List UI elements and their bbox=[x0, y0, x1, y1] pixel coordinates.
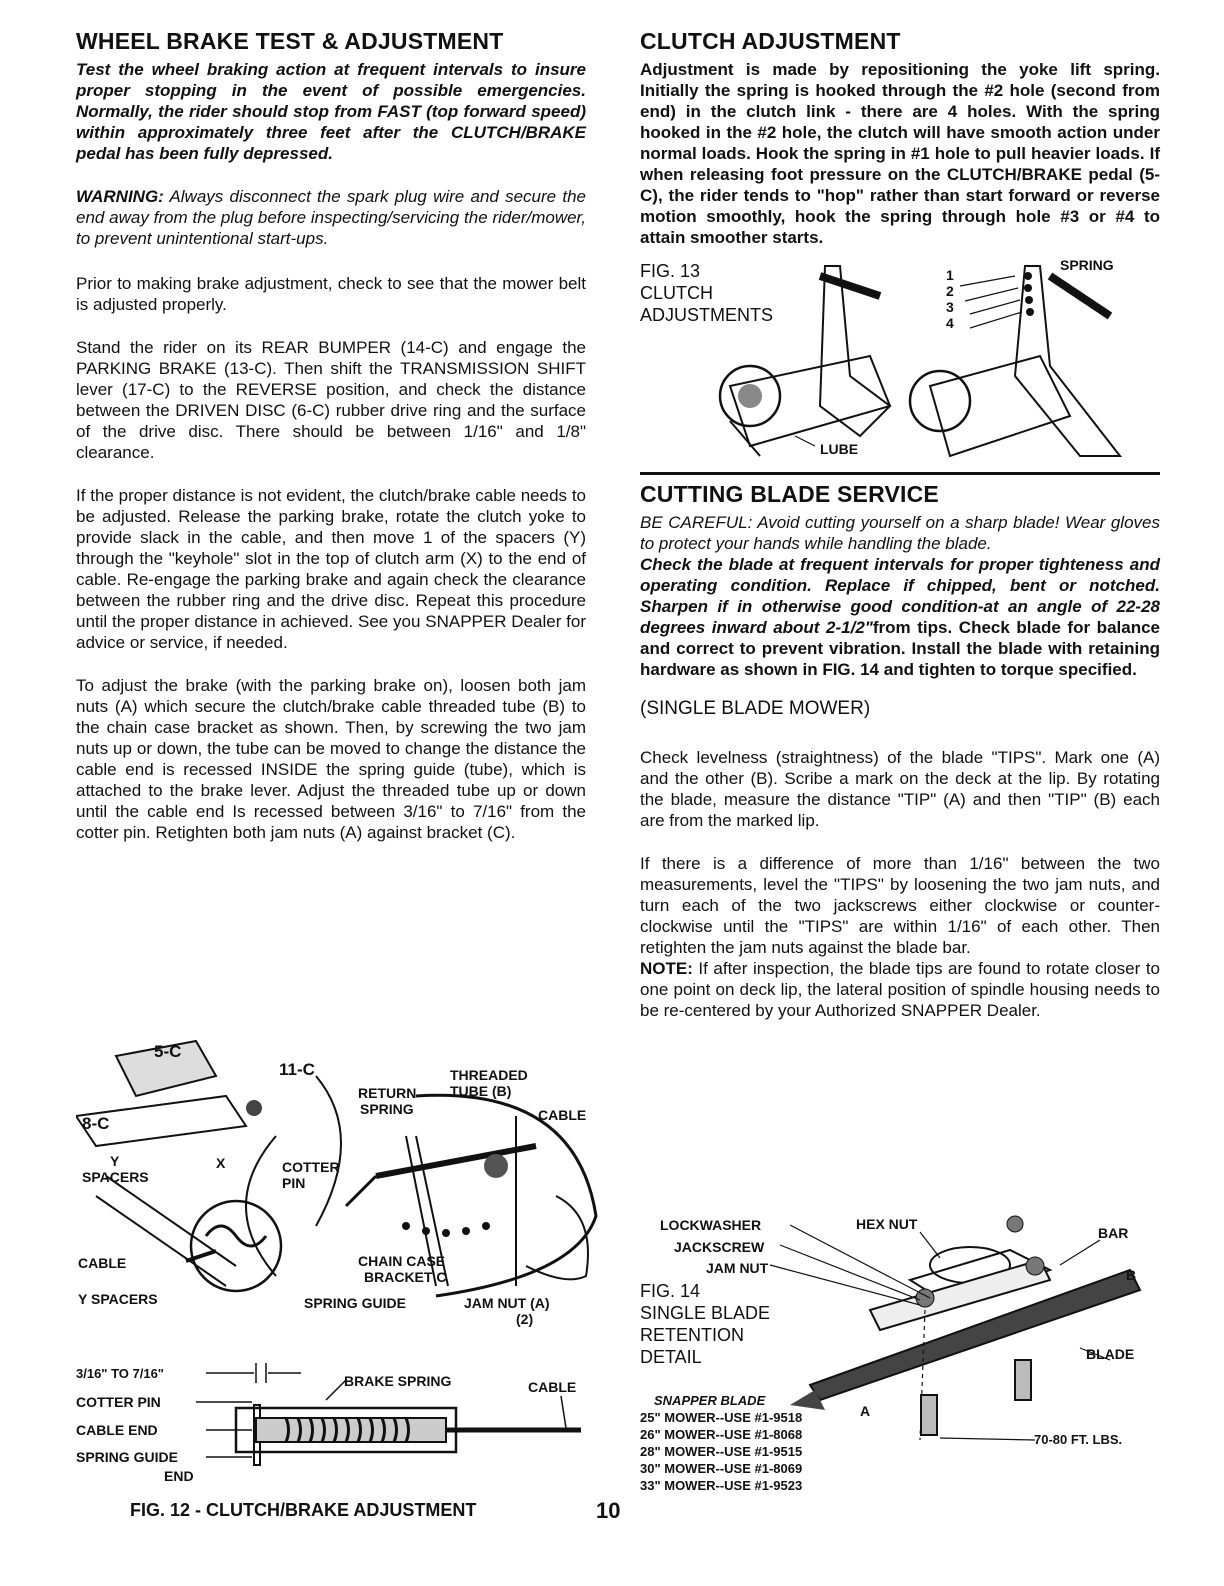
detail-cable-end: CABLE END bbox=[76, 1422, 158, 1438]
fig13-line1: FIG. 13 bbox=[640, 261, 701, 281]
blade-levelness: Check levelness (straightness) of the blade "TIPS". Mark one (A) and the other (B). Scribe a mark on the deck at the lip. By rotating the blade, measure the distance "TIP" (A) and then "TIP" (B) each are from the marked lip. bbox=[640, 748, 1160, 830]
fig14-torque: 70-80 FT. LBS. bbox=[1034, 1432, 1123, 1447]
label-jam-nut: JAM NUT (A) bbox=[464, 1295, 550, 1311]
fig13-caption bbox=[640, 260, 773, 326]
brake-paragraph-1: Prior to making brake adjustment, check to see that the mower belt is adjusted properly. bbox=[76, 274, 586, 314]
label-return: RETURN bbox=[358, 1085, 417, 1101]
label-5c: 5-C bbox=[154, 1042, 182, 1061]
label-cable-top: CABLE bbox=[538, 1107, 587, 1123]
label-cotter: COTTER bbox=[282, 1159, 340, 1175]
fig13-n1: 1 bbox=[946, 267, 954, 283]
warning-paragraph bbox=[76, 186, 586, 249]
right-column bbox=[640, 28, 1160, 1021]
label-spring: SPRING bbox=[360, 1101, 414, 1117]
blade-table-title: SNAPPER BLADE bbox=[654, 1393, 766, 1408]
label-chain-case: CHAIN CASE bbox=[358, 1253, 446, 1269]
fig14-cap2: SINGLE BLADE bbox=[640, 1303, 771, 1323]
label-11c: 11-C bbox=[279, 1060, 315, 1079]
label-x: X bbox=[216, 1155, 226, 1171]
fig13-line2: CLUTCH bbox=[640, 283, 714, 303]
section-divider bbox=[640, 472, 1160, 475]
fig14-cap4: DETAIL bbox=[640, 1347, 702, 1367]
label-y-spacers: Y SPACERS bbox=[78, 1291, 158, 1307]
blade-check-italic: Check the blade at frequent intervals for proper tighteness and operating condition. Replace if chipped, bent or notched. Sharpen if in otherwise good condition-at an angle of 22-28 degrees inward about 2-1/2" bbox=[640, 555, 1160, 637]
detail-range: 3/16" TO 7/16" bbox=[76, 1366, 164, 1381]
blade-table-row: 28" MOWER--USE #1-9515 bbox=[640, 1444, 803, 1459]
blade-note bbox=[640, 958, 1160, 1021]
clutch-paragraph: Adjustment is made by repositioning the yoke lift spring. Initially the spring is hooked through the #2 hole (second from end) in the clutch link - there are 4 holes. With the spring hooked in the #2 hole, the clutch will have smooth action under normal loads. Hook the spring in #1 hole to pull heavier loads. If when releasing foot pressure on the CLUTCH/BRAKE pedal (5-C), the rider tends to "hop" rather than start forward or reverse motion smoothly, hook the spring through hole #3 or #4 to attain smoother starts. bbox=[640, 60, 1160, 247]
clutch-title: CLUTCH ADJUSTMENT bbox=[640, 28, 901, 54]
detail-cotter-pin: COTTER PIN bbox=[76, 1394, 161, 1410]
warning-text: Always disconnect the spark plug wire and secure the end away from the plug before inspecting/servicing the rider/mower, to prevent unintentional start-ups. bbox=[76, 187, 586, 248]
fig14-caption bbox=[640, 1280, 770, 1368]
fig14-cap1: FIG. 14 bbox=[640, 1281, 701, 1301]
detail-cable: CABLE bbox=[528, 1379, 577, 1395]
detail-end: END bbox=[164, 1468, 194, 1484]
single-blade-heading: (SINGLE BLADE MOWER) bbox=[640, 698, 871, 719]
blade-table-row: 30" MOWER--USE #1-8069 bbox=[640, 1461, 803, 1476]
note-text: If after inspection, the blade tips are found to rotate closer to one point on deck lip, the lateral position of spindle housing needs to be re-centered by your Authorized SNAPPER Dealer. bbox=[640, 959, 1160, 1020]
wheel-brake-title: WHEEL BRAKE TEST & ADJUSTMENT bbox=[76, 28, 504, 54]
blade-title: CUTTING BLADE SERVICE bbox=[640, 481, 939, 507]
blade-check bbox=[640, 554, 1160, 680]
wheel-brake-intro: Test the wheel braking action at frequent intervals to insure proper stopping in the event of possible emergencies. Normally, the rider should stop from FAST (top forward speed) within approximately three feet after the CLUTCH/BRAKE pedal has been fully depressed. bbox=[76, 60, 586, 163]
fig14-b: B bbox=[1126, 1267, 1137, 1283]
label-threaded: THREADED bbox=[450, 1067, 528, 1083]
label-pin: PIN bbox=[282, 1175, 306, 1191]
fig14-cap3: RETENTION bbox=[640, 1325, 745, 1345]
fig14-jam-nut: JAM NUT bbox=[706, 1260, 769, 1276]
label-cable-left: CABLE bbox=[78, 1255, 127, 1271]
fig14-bar: BAR bbox=[1098, 1225, 1129, 1241]
fig12-detail bbox=[76, 1360, 606, 1490]
fig13-n4: 4 bbox=[946, 315, 954, 331]
label-y: Y bbox=[110, 1153, 120, 1169]
label-spring-guide: SPRING GUIDE bbox=[304, 1295, 406, 1311]
left-column bbox=[76, 28, 586, 843]
note-label: NOTE: bbox=[640, 959, 693, 978]
blade-table-row: 26" MOWER--USE #1-8068 bbox=[640, 1427, 803, 1442]
fig14-blade: BLADE bbox=[1086, 1346, 1135, 1362]
brake-paragraph-3: If the proper distance is not evident, the clutch/brake cable needs to be adjusted. Release the parking brake, rotate the clutch yoke to provide slack in the cable, and then move 1 of the spacers (Y) through the "keyhole" slot in the top of clutch arm (X) to the end of cable. Re-engage the parking brake and again check the clearance between the rubber ring and the drive disc. Repeat this procedure until the proper distance in achieved. See you SNAPPER Dealer for advice or service, if needed. bbox=[76, 486, 586, 652]
fig14 bbox=[640, 1210, 1160, 1510]
fig14-hex-nut: HEX NUT bbox=[856, 1216, 918, 1232]
fig13-lube: LUBE bbox=[820, 441, 859, 457]
fig14-a: A bbox=[860, 1403, 871, 1419]
fig13 bbox=[640, 256, 1160, 464]
brake-paragraph-2: Stand the rider on its REAR BUMPER (14-C) and engage the PARKING BRAKE (13-C). Then shift the TRANSMISSION SHIFT lever (17-C) to the REVERSE position, and check the distance between the DRIVEN DISC (6-C) rubber drive ring and the surface of the drive disc. There should be between 1/16" and 1/8" clearance. bbox=[76, 338, 586, 462]
blade-table-row: 33" MOWER--USE #1-9523 bbox=[640, 1478, 803, 1493]
fig13-line3: ADJUSTMENTS bbox=[640, 305, 774, 325]
brake-paragraph-4: To adjust the brake (with the parking brake on), loosen both jam nuts (A) which secure the clutch/brake cable threaded tube (B) to the chain case bracket as shown. Then, by screwing the two jam nuts up or down, the tube can be moved to change the distance the cable end is recessed INSIDE the spring guide (tube), which is attached to the brake lever. Adjust the threaded tube up or down until the cable end Is recessed between 3/16" to 7/16" from the cotter pin. Retighten both jam nuts (A) against bracket (C). bbox=[76, 676, 586, 842]
blade-part-table bbox=[640, 1392, 802, 1494]
label-tube-b: TUBE (B) bbox=[450, 1083, 512, 1099]
label-bracket-c: BRACKET C bbox=[364, 1269, 447, 1285]
blade-table-row: 25" MOWER--USE #1-9518 bbox=[640, 1410, 803, 1425]
fig13-n2: 2 bbox=[946, 283, 954, 299]
fig13-spring: SPRING bbox=[1060, 257, 1114, 273]
warning-label: WARNING: bbox=[76, 187, 164, 206]
blade-check-rest: from tips. Check blade for balance and correct to prevent vibration. Install the blade with retaining hardware as shown in FIG. 14 and tighten to torque specified. bbox=[640, 618, 1160, 679]
blade-careful: BE CAREFUL: Avoid cutting yourself on a sharp blade! Wear gloves to protect your hands while handling the blade. bbox=[640, 513, 1160, 553]
fig12-caption: FIG. 12 - CLUTCH/BRAKE ADJUSTMENT bbox=[130, 1500, 477, 1520]
fig14-lockwasher: LOCKWASHER bbox=[660, 1217, 762, 1233]
detail-brake-spring: BRAKE SPRING bbox=[344, 1373, 452, 1389]
fig13-n3: 3 bbox=[946, 299, 954, 315]
fig12-illustration bbox=[76, 1036, 606, 1336]
label-jam-count: (2) bbox=[516, 1311, 534, 1327]
fig14-jackscrew: JACKSCREW bbox=[674, 1239, 765, 1255]
page-number: 10 bbox=[596, 1498, 621, 1523]
detail-spring-guide: SPRING GUIDE bbox=[76, 1449, 178, 1465]
label-spacers: SPACERS bbox=[82, 1169, 149, 1185]
label-8c: 8-C bbox=[82, 1114, 110, 1133]
blade-difference: If there is a difference of more than 1/16" between the two measurements, level the "TIPS" by loosening the two jam nuts, and turn each of the two jackscrews either clockwise or counter-clockwise until the "TIPS" are within 1/16" of each other. Then retighten the jam nuts against the blade bar. bbox=[640, 854, 1160, 957]
